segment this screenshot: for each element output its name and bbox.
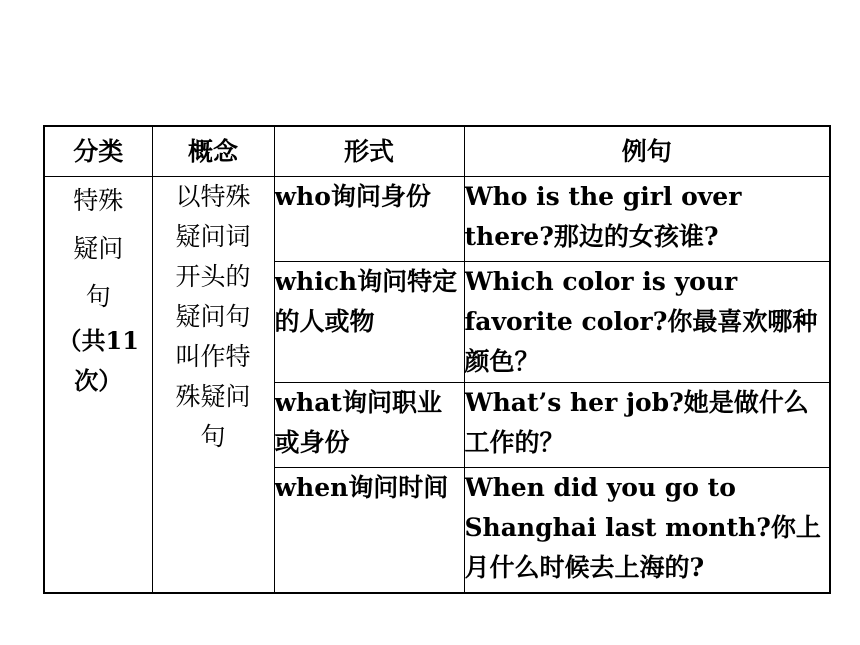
table-header-row <box>44 126 830 177</box>
form-cell: what询问职业或身份 <box>274 383 464 468</box>
header-concept: 概念 <box>152 126 274 177</box>
form-cell: when询问时间 <box>274 468 464 594</box>
form-cell: who询问身份 <box>274 177 464 262</box>
category-cell <box>44 177 152 594</box>
category-label: 特殊疑问句 <box>73 186 124 311</box>
concept-cell <box>152 177 274 594</box>
grammar-table <box>43 125 831 594</box>
example-cell: When did you go to Shanghai last month?你上月什么时候去上海的? <box>464 468 830 594</box>
example-cell: What’s her job?她是做什么工作的？ <box>464 383 830 468</box>
form-cell: which询问特定的人或物 <box>274 262 464 383</box>
example-cell: Who is the girl over there?那边的女孩谁? <box>464 177 830 262</box>
header-form: 形式 <box>274 126 464 177</box>
category-note: （共11次） <box>57 326 139 395</box>
header-category: 分类 <box>44 126 152 177</box>
header-example: 例句 <box>464 126 830 177</box>
example-cell: Which color is your favorite color?你最喜欢哪种颜色？ <box>464 262 830 383</box>
concept-text: 以特殊疑问词开头的疑问句叫作特殊疑问句 <box>175 182 251 451</box>
table-row <box>44 177 830 262</box>
